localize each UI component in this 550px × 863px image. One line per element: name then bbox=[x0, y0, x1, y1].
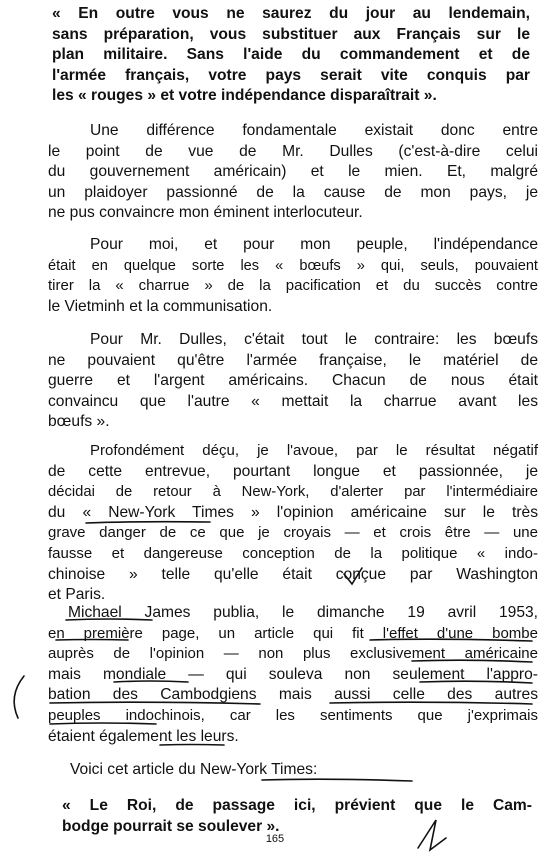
text-line: Pour moi, et pour mon peuple, l'indépendance bbox=[90, 236, 538, 253]
underline-mark bbox=[114, 681, 188, 682]
text-line: du gouvernement américain) et le mien. Et, malgré bbox=[48, 163, 538, 181]
text-line: auprès de l'opinion — non plus exclusivement américaine bbox=[48, 645, 538, 663]
text-line: Une différence fondamentale existait donc entre bbox=[90, 122, 538, 139]
underline-mark bbox=[56, 640, 128, 641]
text-line: le point de vue de Mr. Dulles (c'est-à-dire celui bbox=[48, 142, 538, 160]
text-line: fausse et dangereuse conception de la politique « indo- bbox=[48, 544, 538, 562]
text-line: bœufs ». bbox=[48, 413, 110, 431]
text-line: en première page, un article qui fit l'effet d'une bombe bbox=[48, 624, 538, 642]
text-line: grave danger de ce que je croyais — et crois être — une bbox=[48, 524, 538, 542]
text-line: convaincu que l'autre « mettait la charrue avant les bbox=[48, 392, 538, 410]
text-line: chinoise » telle qu'elle était conçue par Washington bbox=[48, 565, 538, 583]
text-line: et Paris. bbox=[48, 586, 106, 604]
underline-mark bbox=[412, 660, 532, 662]
text-line: bodge pourrait se soulever ». bbox=[62, 817, 280, 835]
text-line: bation des Cambodgiens mais aussi celle des autres bbox=[48, 686, 538, 704]
text-line: peuples indochinois, car les sentiments que j'exprimais bbox=[48, 706, 538, 724]
text-line: guerre et l'argent américains. Chacun de nous était bbox=[48, 372, 538, 390]
underline-mark bbox=[262, 779, 412, 781]
text-line: tirer la « charrue » de la pacification et du succès contre bbox=[48, 277, 538, 295]
underline-mark bbox=[50, 702, 260, 704]
underline-mark bbox=[50, 723, 156, 724]
underline-mark bbox=[86, 522, 210, 523]
text-line: Michael James publia, le dimanche 19 avril 1953, bbox=[68, 604, 538, 621]
text-line: un plaidoyer passionné de la cause de mon pays, je bbox=[48, 183, 538, 201]
underline-mark bbox=[66, 619, 152, 620]
underline-mark bbox=[370, 639, 532, 641]
text-line: le Vietminh et la communisation. bbox=[48, 297, 273, 315]
check-mark bbox=[344, 568, 362, 584]
text-line: Pour Mr. Dulles, c'était tout le contraire: les bœufs bbox=[90, 331, 538, 348]
text-line: de cette entrevue, pourtant longue et passionnée, je bbox=[48, 462, 538, 480]
underline-mark bbox=[160, 745, 224, 746]
underline-mark bbox=[330, 702, 532, 704]
text-line: « En outre vous ne saurez du jour au lendemain, bbox=[52, 5, 530, 22]
text-line: l'armée français, votre pays serait vite conquis par bbox=[52, 66, 530, 84]
margin-bracket-mark bbox=[14, 676, 24, 718]
text-line: du « New-York Times » l'opinion américaine sur le très bbox=[48, 503, 538, 521]
text-line: étaient également les leurs. bbox=[48, 727, 239, 745]
page-number: 165 bbox=[265, 833, 285, 845]
text-line: ne pus convaincre mon éminent interlocuteur. bbox=[48, 204, 363, 222]
text-line: Voici cet article du New-York Times: bbox=[70, 761, 318, 778]
text-line: « Le Roi, de passage ici, prévient que le Cam- bbox=[62, 797, 532, 814]
text-line: Profondément déçu, je l'avoue, par le résultat négatif bbox=[90, 442, 538, 459]
text-line: plan militaire. Sans l'aide du commandement et de bbox=[52, 46, 530, 64]
text-line: était en quelque sorte les « bœufs » qui, seuls, pouvaient bbox=[48, 257, 538, 274]
pen-stroke-mark bbox=[418, 820, 446, 850]
text-line: sans préparation, vous substituer aux Français sur le bbox=[52, 25, 530, 43]
text-line: les « rouges » et votre indépendance disparaîtrait ». bbox=[52, 87, 437, 105]
text-line: mais mondiale — qui souleva non seulement l'appro- bbox=[48, 665, 538, 683]
text-line: décidai de retour à New-York, d'alerter par l'intermédiaire bbox=[48, 484, 538, 501]
underline-mark bbox=[420, 681, 532, 683]
text-line: ne pouvaient qu'être l'armée française, le matériel de bbox=[48, 351, 538, 369]
